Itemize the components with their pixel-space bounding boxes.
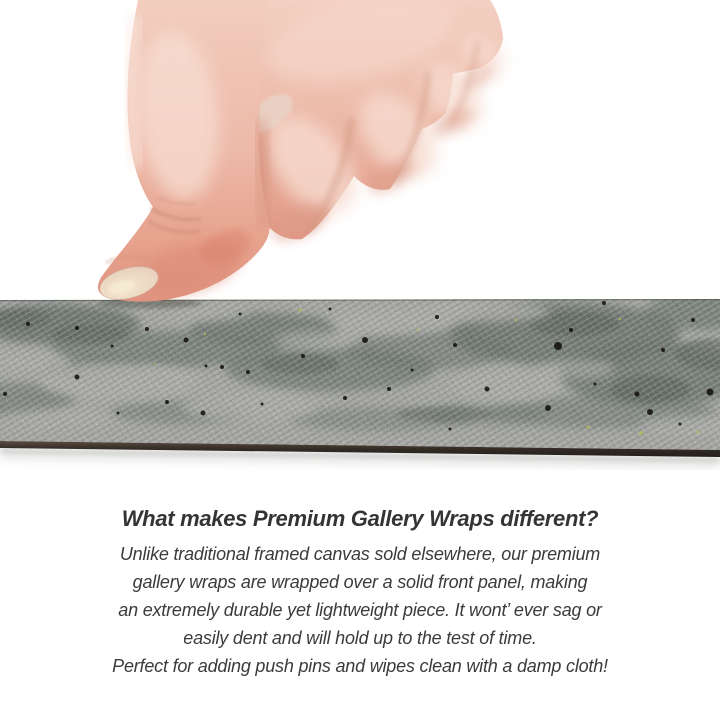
folded-fingers — [243, 0, 513, 247]
footer-line: Perfect for adding push pins and wipes clean with a damp cloth! — [112, 656, 608, 676]
canvas-edge-strip — [0, 294, 720, 470]
hand-photo — [0, 0, 720, 312]
body-line-1: Unlike traditional framed canvas sold elsewhere, our premium — [119, 544, 601, 564]
canvas-texture — [0, 294, 720, 454]
body-line-3: an extremely durable yet lightweight piece. It wont’ ever sag or — [118, 600, 602, 620]
canvas-strip-illustration — [0, 294, 720, 470]
description-block — [0, 504, 720, 680]
hand-illustration — [0, 0, 720, 312]
body-line-4: easily dent and will hold up to the test of time. — [183, 628, 537, 648]
heading: What makes Premium Gallery Wraps different? — [121, 506, 599, 531]
thumb — [96, 0, 269, 305]
body-line-2: gallery wraps are wrapped over a solid front panel, making — [132, 572, 588, 592]
